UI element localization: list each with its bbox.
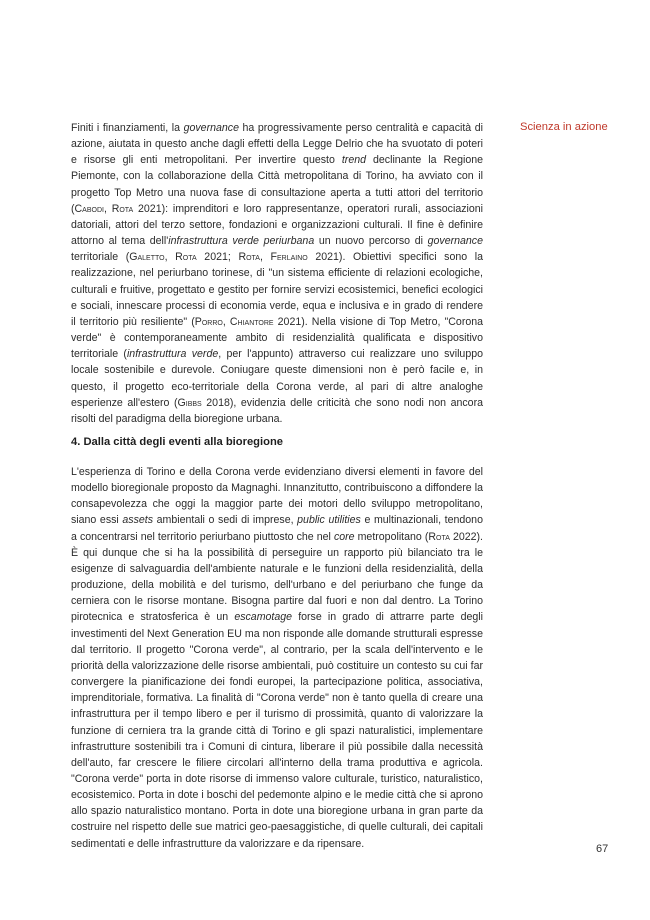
text-run: e multinazionali, tendono a concentrarsi nel territorio periurbano piuttosto che nel bbox=[71, 514, 483, 543]
citation-author: Cabodi bbox=[74, 202, 104, 215]
citation-author: Galetto bbox=[129, 251, 165, 264]
text-run: , bbox=[164, 251, 176, 264]
citation-author: Rota bbox=[111, 202, 134, 215]
text-run: 2021; bbox=[196, 251, 239, 264]
text-run: ambientali o sedi di imprese, bbox=[153, 514, 298, 527]
italic-text: governance bbox=[183, 122, 239, 134]
text-run: 2021). Obiettivi specifici sono la realizzazione, nel periurbano torinese, di "un sistema efficiente di relazioni ecologiche, culturali e fruitive, progettato e gestito per fornire servizi ecosistemici, benefici ecologici e sociali, innescare processi di economia verde, equa e inclusiva e in grado di rendere il territorio più resiliente" ( bbox=[71, 251, 484, 328]
text-run: ha progressivamente perso centralità e capacità di azione, aiutata in questo anche dagli effetti della Legge Delrio che ha svuotato di poteri e risorse gli enti metropolitani. Per invertire questo bbox=[71, 122, 483, 167]
paragraph-bioregione bbox=[71, 464, 483, 852]
section-side-label: Scienza in azione bbox=[520, 121, 608, 133]
citation-author: Porro bbox=[194, 315, 223, 328]
italic-text: assets bbox=[122, 514, 154, 527]
text-run: , bbox=[103, 202, 112, 215]
citation-author: Rota bbox=[428, 530, 450, 543]
citation-author: Chiantore bbox=[229, 315, 274, 328]
text-run: un nuovo percorso di bbox=[314, 235, 428, 248]
citation-author: Ferlaino bbox=[270, 251, 308, 264]
text-run: Finiti i finanziamenti, la bbox=[71, 122, 184, 134]
citation-author: Gibbs bbox=[177, 396, 202, 409]
text-run: , bbox=[222, 315, 230, 328]
italic-text: escamotage bbox=[234, 611, 293, 624]
text-run: metropolitano ( bbox=[354, 530, 429, 543]
italic-text: trend bbox=[341, 154, 367, 167]
italic-text: core bbox=[333, 530, 355, 543]
italic-text: infrastruttura verde periurbana bbox=[168, 235, 315, 248]
text-column-bottom bbox=[71, 464, 483, 852]
paragraph-governance bbox=[71, 120, 483, 427]
citation-author: Rota bbox=[238, 251, 260, 264]
italic-text: governance bbox=[427, 235, 483, 248]
text-run: 2021): imprenditori e loro rappresentanze, operatori rurali, associazioni datoriali, attori del terzo settore, fondazioni e organizzazioni culturali. Il fine è definire attorno al tema dell' bbox=[71, 202, 483, 248]
text-run: forse in grado di attrarre parte degli investimenti del Next Generation EU ma non risponde alle domande strutturali espresse dal territorio. Il progetto "Corona verde", al contrario, per la scala dell'intervento e le priorità della valorizzazione delle risorse ambientali, può costituire un contesto su cui far convergere la pianificazione dei fondi europei, la partecipazione politica, associativa, imprenditoriale, formativa. La finalità di "Corona verde" non è tanto quella di creare una infrastruttura per il tempo libero e per il turismo di prossimità, quanto di valorizzare la funzione di cerniera tra la grande città di Torino e gli spazi naturalistici, implementare infrastrutture sostenibili tra i Comuni di cintura, liberare il più possibile dalla necessità dell'auto, far crescere le filiere circolari all'interno della trama produttiva e agricola. "Corona verde" porta in dote risorse di immenso valore culturale, turistico, naturalistico, ecosistemico. Porta in dote i boschi del pedemonte alpino e le medie città che si aprono allo spazio naturalistico montano. Porta in dote una bioregione urbana in gran parte da costruire nel rispetto delle sue matrici geo-paesaggistiche, di quelle culturali, dei capitali sedimentati e delle infrastrutture da valorizzare e da ripensare. bbox=[71, 611, 483, 850]
text-run: territoriale ( bbox=[71, 251, 130, 264]
text-run: 2022). È qui dunque che si ha la possibilità di perseguire un rapporto più bilanciato tra le esigenze di salvaguardia dell'ambiente naturale e le funzioni della residenzialità, della produzione, della mobilità e del turismo, dell'urbano e del periurbano che funge da cerniera con le risorse montane. Bisogna partire dal fuori e non dal dentro. La Torino pirotecnica e stratosferica è un bbox=[71, 530, 483, 624]
text-run: L'esperienza di Torino e della Corona verde evidenziano diversi elementi in favore del modello bioregionale proposto da Magnaghi. Innanzitutto, contribuiscono a diffondere la consapevolezza che oggi la maggior parte dei motori dello sviluppo metropolitano, siano essi bbox=[71, 466, 483, 527]
text-run: declinante la Regione Piemonte, con la collaborazione della Città metropolitana di Torino, ha avviato con il progetto Top Metro una nuova fase di consultazione aperta a tutti attori del territorio ( bbox=[71, 154, 483, 215]
page-number: 67 bbox=[596, 843, 609, 855]
italic-text: public utilities bbox=[297, 514, 361, 527]
text-run: 2018), evidenzia delle criticità che sono nodi non ancora risolti del paradigma della bioregione urbana. bbox=[71, 396, 483, 425]
text-column-top bbox=[71, 120, 483, 427]
citation-author: Rota bbox=[175, 251, 197, 264]
text-run: , per l'appunto) attraverso cui realizzare uno sviluppo locale sostenibile e durevole. Coniugare queste dimensioni non è però facile e, in questo, il progetto eco-territoriale della Corona verde, al pari di altre analoghe esperienze all'estero ( bbox=[71, 348, 483, 409]
section-heading: 4. Dalla città degli eventi alla bioregione bbox=[71, 436, 284, 448]
italic-text: infrastruttura verde bbox=[126, 348, 219, 361]
text-run: , bbox=[259, 251, 271, 264]
text-run: 2021). Nella visione di Top Metro, "Corona verde" è contemporaneamente ambito di residenzialità qualificata e dispositivo territoriale ( bbox=[71, 315, 484, 361]
